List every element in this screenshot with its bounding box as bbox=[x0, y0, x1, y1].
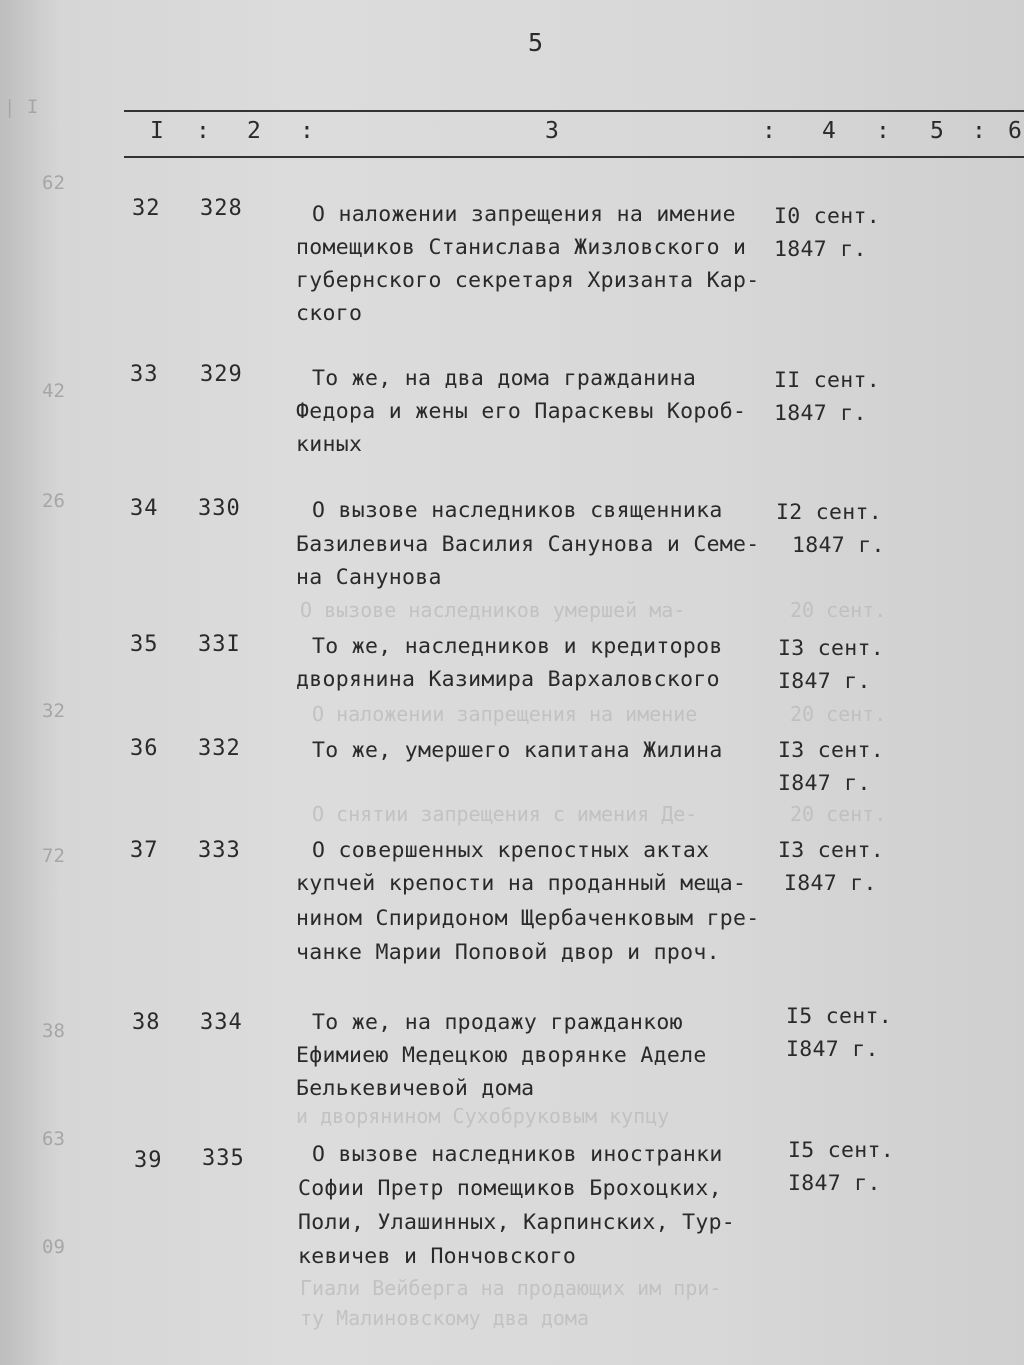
row-date: I3 сент. bbox=[778, 738, 884, 763]
margin-mark: 09 bbox=[42, 1236, 65, 1258]
row-text-line: чанке Марии Поповой двор и проч. bbox=[296, 940, 720, 965]
row-date: 1847 г. bbox=[774, 401, 867, 426]
row-date: I2 сент. bbox=[776, 500, 882, 525]
row-date: 1847 г. bbox=[792, 533, 885, 558]
row-date: 1847 г. bbox=[774, 237, 867, 262]
row-text-line: Белькевичевой дома bbox=[296, 1076, 535, 1101]
row-number: 35 bbox=[130, 632, 159, 657]
margin-mark: 32 bbox=[42, 700, 65, 722]
header-sep: : bbox=[762, 118, 777, 144]
row-number: 33 bbox=[130, 362, 159, 387]
header-col-3: 3 bbox=[545, 118, 560, 144]
bleed-through-text: 20 сент. bbox=[790, 598, 887, 622]
bleed-through-text: О снятии запрещения с имения Де- bbox=[312, 802, 698, 826]
row-text-line: ского bbox=[296, 301, 363, 326]
row-date: I847 г. bbox=[778, 669, 871, 694]
row-date: I3 сент. bbox=[778, 838, 884, 863]
page-number: 5 bbox=[528, 28, 544, 57]
row-date: I847 г. bbox=[778, 771, 871, 796]
row-text-line: Ефимиею Медецкою дворянке Аделе bbox=[296, 1043, 707, 1068]
row-text-line: губернского секретаря Хризанта Кар- bbox=[296, 268, 760, 293]
row-date: I5 сент. bbox=[786, 1004, 892, 1029]
row-text-line: О наложении запрещения на имение bbox=[312, 202, 736, 227]
row-number: 39 bbox=[134, 1148, 163, 1173]
row-text-line: Федора и жены его Параскевы Короб- bbox=[296, 399, 747, 424]
row-number: 32 bbox=[132, 196, 161, 221]
row-text-line: на Санунова bbox=[296, 565, 442, 590]
row-text-line: нином Спиридоном Щербаченковым гре- bbox=[296, 906, 760, 931]
margin-mark: 63 bbox=[42, 1128, 65, 1150]
header-sep: : bbox=[876, 118, 891, 144]
bleed-through-text: О наложении запрещения на имение bbox=[312, 702, 698, 726]
row-text-line: То же, умершего капитана Жилина bbox=[312, 738, 723, 763]
row-number: 36 bbox=[130, 736, 159, 761]
row-date: II сент. bbox=[774, 368, 880, 393]
doc-number: 33I bbox=[198, 632, 241, 657]
row-text-line: дворянина Казимира Вархаловского bbox=[296, 667, 720, 692]
row-date: I5 сент. bbox=[788, 1138, 894, 1163]
header-col-2: 2 bbox=[247, 118, 262, 144]
margin-mark: 62 bbox=[42, 172, 65, 194]
row-date: I0 сент. bbox=[774, 204, 880, 229]
margin-mark: 26 bbox=[42, 490, 65, 512]
header-rule-bottom bbox=[124, 156, 1024, 158]
doc-number: 332 bbox=[198, 736, 241, 761]
header-sep: : bbox=[300, 118, 315, 144]
row-number: 38 bbox=[132, 1010, 161, 1035]
row-text-line: О совершенных крепостных актах bbox=[312, 838, 710, 863]
header-col-6: 6 bbox=[1008, 118, 1023, 144]
header-sep: : bbox=[196, 118, 211, 144]
margin-mark: 42 bbox=[42, 380, 65, 402]
bleed-through-text: Гиали Вейберга на продающих им при- bbox=[300, 1276, 722, 1300]
doc-number: 333 bbox=[198, 838, 241, 863]
row-text-line: То же, на продажу гражданкою bbox=[312, 1010, 683, 1035]
doc-number: 334 bbox=[200, 1010, 243, 1035]
row-text-line: киных bbox=[296, 432, 363, 457]
row-text-line: Базилевича Василия Санунова и Семе- bbox=[296, 532, 760, 557]
row-text-line: Поли, Улашинных, Карпинских, Тур- bbox=[298, 1210, 736, 1235]
header-rule-top bbox=[124, 110, 1024, 112]
row-date: I847 г. bbox=[786, 1037, 879, 1062]
header-col-1: I bbox=[150, 118, 165, 144]
row-text-line: То же, на два дома гражданина bbox=[312, 366, 697, 391]
doc-number: 329 bbox=[200, 362, 243, 387]
row-number: 34 bbox=[130, 496, 159, 521]
bleed-through-text: ту Малиновскому два дома bbox=[300, 1306, 589, 1330]
row-text-line: О вызове наследников иностранки bbox=[312, 1142, 723, 1167]
row-text-line: То же, наследников и кредиторов bbox=[312, 634, 723, 659]
row-date: I3 сент. bbox=[778, 636, 884, 661]
row-text-line: Софии Претр помещиков Брохоцких, bbox=[298, 1176, 722, 1201]
row-text-line: помещиков Станислава Жизловского и bbox=[296, 235, 747, 260]
row-number: 37 bbox=[130, 838, 159, 863]
margin-mark: 72 bbox=[42, 845, 65, 867]
bleed-through-text: и дворянином Сухобруковым купцу bbox=[296, 1104, 670, 1128]
header-col-4: 4 bbox=[822, 118, 837, 144]
margin-mark: | I bbox=[4, 96, 39, 118]
row-date: I847 г. bbox=[784, 871, 877, 896]
bleed-through-text: 20 сент. bbox=[790, 702, 887, 726]
doc-number: 330 bbox=[198, 496, 241, 521]
row-text-line: О вызове наследников священника bbox=[312, 498, 723, 523]
row-text-line: кевичев и Пончовского bbox=[298, 1244, 577, 1269]
doc-number: 328 bbox=[200, 196, 243, 221]
header-sep: : bbox=[972, 118, 987, 144]
bleed-through-text: О вызове наследников умершей ма- bbox=[300, 598, 686, 622]
margin-mark: 38 bbox=[42, 1020, 65, 1042]
row-text-line: купчей крепости на проданный меща- bbox=[296, 871, 747, 896]
bleed-through-text: 20 сент. bbox=[790, 802, 887, 826]
header-col-5: 5 bbox=[930, 118, 945, 144]
doc-number: 335 bbox=[202, 1146, 245, 1171]
row-date: I847 г. bbox=[788, 1171, 881, 1196]
